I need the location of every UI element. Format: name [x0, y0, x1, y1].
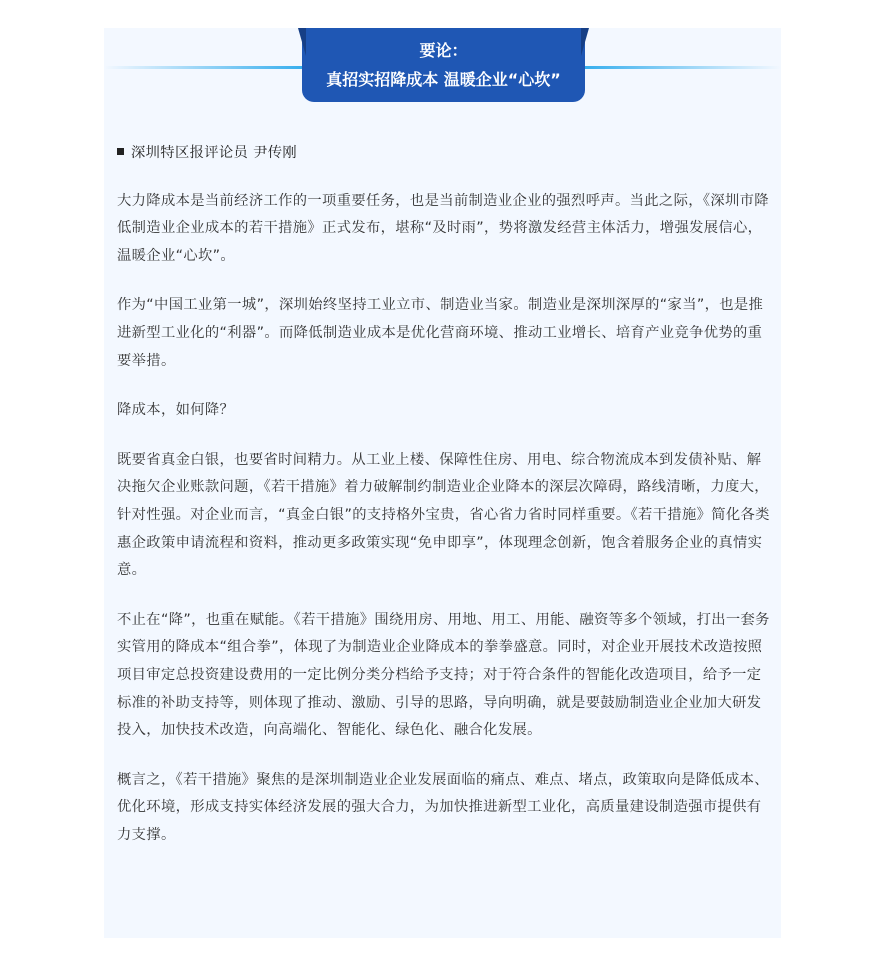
- article-body: [117, 140, 772, 871]
- paragraph: 既要省真金白银，也要省时间精力。从工业上楼、保障性住房、用电、综合物流成本到发债补贴、解决拖欠企业账款问题，《若干措施》着力破解制约制造业企业降本的深层次障碍，路线清晰，力度大，针对性强。对企业而言，“真金白银”的支持格外宝贵，省心省力省时同样重要。《若干措施》简化各类惠企政策申请流程和资料，推动更多政策实现“免申即享”，体现理念创新，饱含着服务企业的真情实意。: [117, 451, 770, 579]
- byline: [117, 140, 772, 168]
- title-banner: [302, 28, 585, 102]
- bullet-square-icon: [117, 148, 124, 155]
- paragraph: 作为“中国工业第一城”，深圳始终坚持工业立市、制造业当家。制造业是深圳深厚的“家当”，也是推进新型工业化的“利器”。而降低制造业成本是优化营商环境、推动工业增长、培育产业竞争优势的重要举措。: [117, 297, 764, 369]
- byline-text: 深圳特区报评论员 尹传刚: [131, 145, 298, 161]
- paragraph: 降成本，如何降？: [117, 402, 235, 419]
- header-divider-left: [104, 66, 302, 69]
- paragraph: 概言之，《若干措施》聚焦的是深圳制造业企业发展面临的痛点、难点、堵点，政策取向是降低成本、优化环境，形成支持实体经济发展的强大合力，为加快推进新型工业化，高质量建设制造强市提供有力支撑。: [117, 771, 769, 843]
- banner-column-label: 要论：: [419, 41, 468, 60]
- paragraph: 大力降成本是当前经济工作的一项重要任务，也是当前制造业企业的强烈呼声。当此之际，《深圳市降低制造业企业成本的若干措施》正式发布，堪称“及时雨”，势将激发经营主体活力，增强发展信心，温暖企业“心坎”。: [117, 192, 769, 264]
- header-divider-right: [585, 66, 781, 69]
- article-title: 真招实招降成本 温暖企业“心坎”: [326, 70, 561, 89]
- paragraph: 不止在“降”，也重在赋能。《若干措施》围绕用房、用地、用工、用能、融资等多个领域，打出一套务实管用的降成本“组合拳”，体现了为制造业企业降成本的拳拳盛意。同时，对企业开展技术改造按照项目审定总投资建设费用的一定比例分类分档给予支持；对于符合条件的智能化改造项目，给予一定标准的补助支持等，则体现了推动、激励、引导的思路，导向明确，就是要鼓励制造业企业加大研发投入，加快技术改造，向高端化、智能化、绿色化、融合化发展。: [117, 611, 770, 739]
